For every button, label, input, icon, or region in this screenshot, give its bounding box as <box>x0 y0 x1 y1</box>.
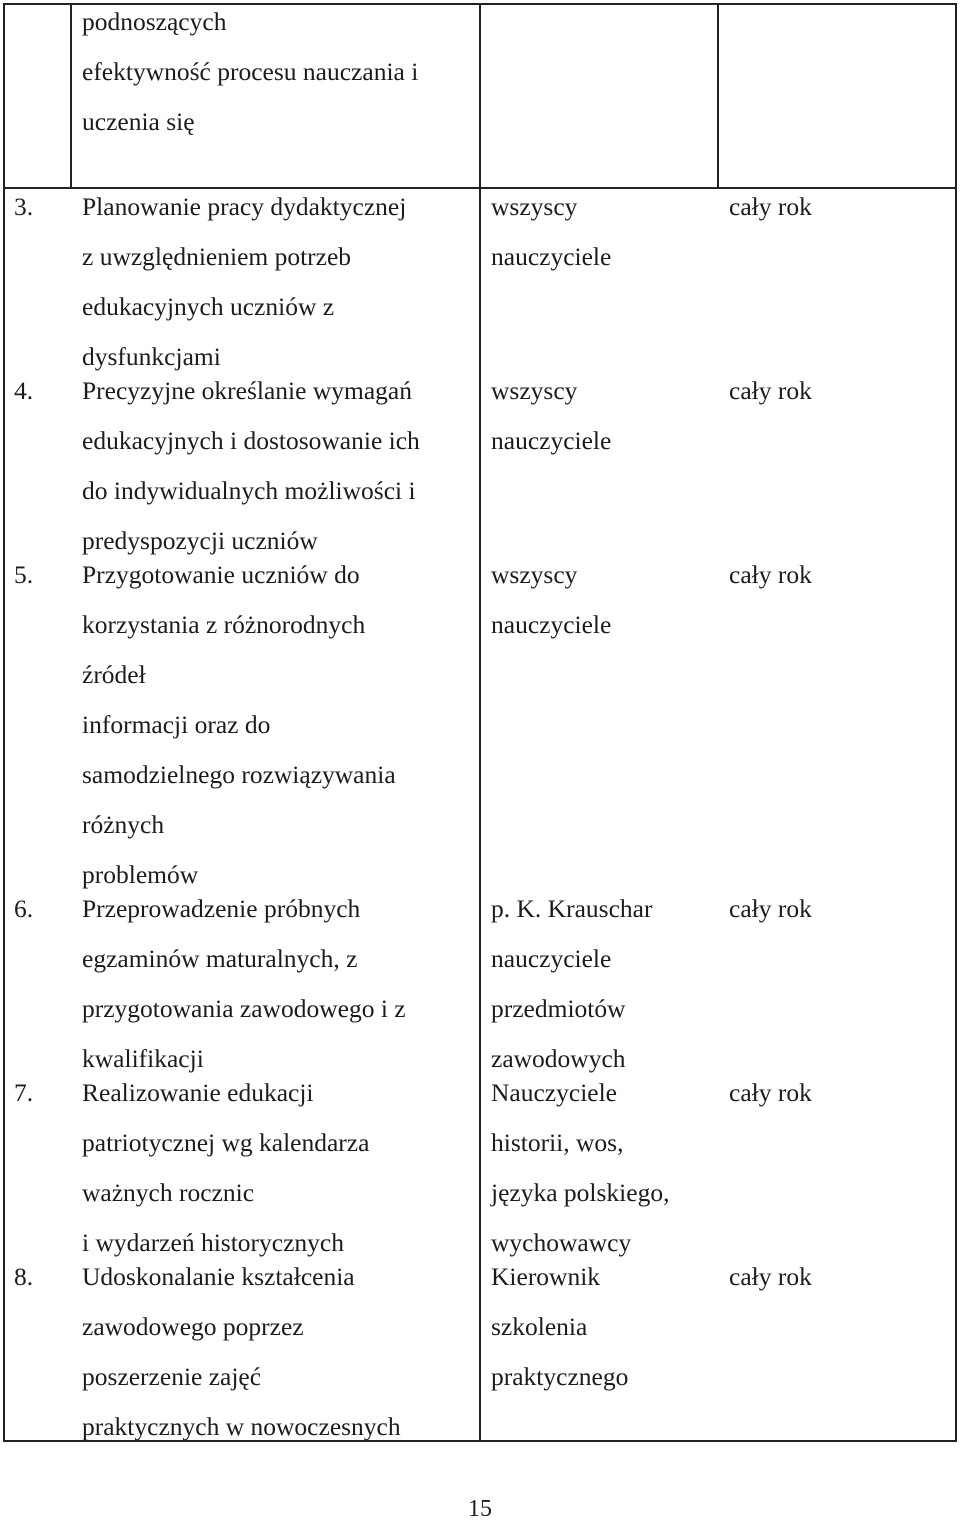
responsible-text: nauczyciele <box>491 242 612 271</box>
row-number: 8. <box>14 1262 34 1291</box>
column-divider <box>479 3 481 1442</box>
deadline-text: cały rok <box>729 894 812 923</box>
task-text: Przygotowanie uczniów do <box>82 560 360 589</box>
task-text: Udoskonalanie kształcenia <box>82 1262 355 1291</box>
responsible-text: nauczyciele <box>491 610 612 639</box>
task-text: kwalifikacji <box>82 1044 204 1073</box>
row-number: 6. <box>14 894 34 923</box>
table-right-border <box>955 3 957 1442</box>
task-text: źródeł <box>82 660 146 689</box>
responsible-text: wszyscy <box>491 376 578 405</box>
row-number: 4. <box>14 376 34 405</box>
deadline-text: cały rok <box>729 1262 812 1291</box>
task-text: efektywność procesu nauczania i <box>82 57 419 86</box>
task-text: Realizowanie edukacji <box>82 1078 314 1107</box>
task-text: do indywidualnych możliwości i <box>82 476 416 505</box>
responsible-text: p. K. Krauschar <box>491 894 653 923</box>
responsible-text: wychowawcy <box>491 1228 632 1257</box>
task-text: patriotycznej wg kalendarza <box>82 1128 370 1157</box>
task-text: predyspozycji uczniów <box>82 526 318 555</box>
task-text: korzystania z różnorodnych <box>82 610 366 639</box>
deadline-text: cały rok <box>729 192 812 221</box>
table-left-border <box>3 3 5 1442</box>
responsible-text: szkolenia <box>491 1312 588 1341</box>
task-text: różnych <box>82 810 165 839</box>
row-number: 7. <box>14 1078 34 1107</box>
row-number: 5. <box>14 560 34 589</box>
task-text: edukacyjnych uczniów z <box>82 292 335 321</box>
task-text: edukacyjnych i dostosowanie ich <box>82 426 420 455</box>
column-divider <box>717 3 719 189</box>
responsible-text: języka polskiego, <box>491 1178 670 1207</box>
row-number: 3. <box>14 192 34 221</box>
responsible-text: przedmiotów <box>491 994 626 1023</box>
task-text: Precyzyjne określanie wymagań <box>82 376 412 405</box>
responsible-text: Kierownik <box>491 1262 601 1291</box>
page-number: 15 <box>468 1496 492 1522</box>
responsible-text: nauczyciele <box>491 944 612 973</box>
responsible-text: Nauczyciele <box>491 1078 617 1107</box>
task-text: informacji oraz do <box>82 710 271 739</box>
task-text: problemów <box>82 860 199 889</box>
responsible-text: praktycznego <box>491 1362 629 1391</box>
deadline-text: cały rok <box>729 1078 812 1107</box>
task-text: podnoszących <box>82 7 227 36</box>
task-text: Przeprowadzenie próbnych <box>82 894 361 923</box>
column-divider <box>70 3 72 189</box>
task-text: uczenia się <box>82 107 195 136</box>
task-text: egzaminów maturalnych, z <box>82 944 358 973</box>
task-text: samodzielnego rozwiązywania <box>82 760 396 789</box>
responsible-text: zawodowych <box>491 1044 626 1073</box>
task-text: Planowanie pracy dydaktycznej <box>82 192 407 221</box>
task-text: ważnych rocznic <box>82 1178 255 1207</box>
task-text: przygotowania zawodowego i z <box>82 994 406 1023</box>
task-text: praktycznych w nowoczesnych <box>82 1412 401 1441</box>
responsible-text: wszyscy <box>491 560 578 589</box>
responsible-text: historii, wos, <box>491 1128 624 1157</box>
deadline-text: cały rok <box>729 560 812 589</box>
task-text: poszerzenie zajęć <box>82 1362 262 1391</box>
task-text: zawodowego poprzez <box>82 1312 304 1341</box>
task-text: z uwzględnieniem potrzeb <box>82 242 352 271</box>
deadline-text: cały rok <box>729 376 812 405</box>
responsible-text: wszyscy <box>491 192 578 221</box>
task-text: i wydarzeń historycznych <box>82 1228 344 1257</box>
task-text: dysfunkcjami <box>82 342 221 371</box>
responsible-text: nauczyciele <box>491 426 612 455</box>
